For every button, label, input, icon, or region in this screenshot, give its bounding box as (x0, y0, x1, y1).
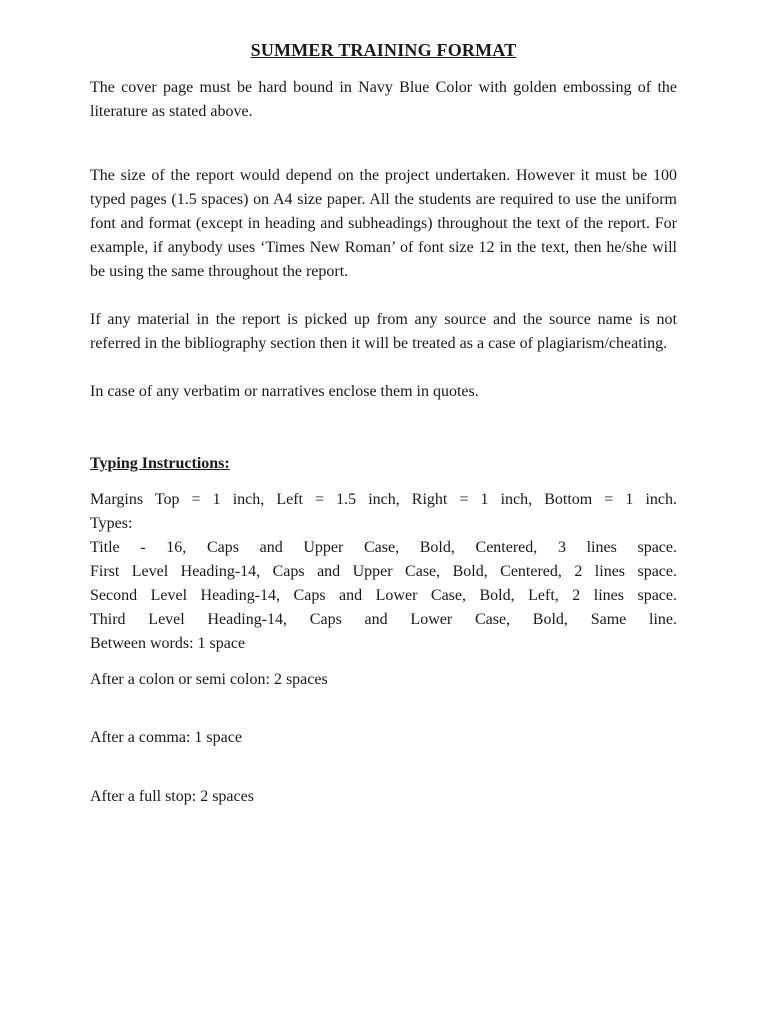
margins-line: Margins Top = 1 inch, Left = 1.5 inch, Right = 1 inch, Bottom = 1 inch. (90, 491, 677, 508)
document-page (90, 38, 677, 809)
cover-page-paragraph: The cover page must be hard bound in Navy Blue Color with golden embossing of the literature as stated above. (90, 79, 677, 120)
list-spacer (90, 750, 677, 785)
paragraph-spacer (90, 124, 677, 164)
document-title: SUMMER TRAINING FORMAT (250, 40, 517, 60)
quotes-paragraph: In case of any verbatim or narratives enclose them in quotes. (90, 383, 479, 400)
first-level-heading-line: First Level Heading-14, Caps and Upper Case, Bold, Centered, 2 lines space. (90, 563, 677, 580)
third-level-heading-line: Third Level Heading-14, Caps and Lower Case, Bold, Same line. (90, 611, 677, 628)
types-line: Types: (90, 515, 133, 532)
paragraph-spacer (90, 356, 677, 380)
section-spacer (90, 404, 677, 452)
comma-spacing-line: After a comma: 1 space (90, 729, 242, 746)
paragraph-spacer (90, 284, 677, 308)
list-spacer (90, 692, 677, 726)
list-spacer (90, 656, 677, 668)
second-level-heading-line: Second Level Heading-14, Caps and Lower Case, Bold, Left, 2 lines space. (90, 587, 677, 604)
title-type-line: Title - 16, Caps and Upper Case, Bold, Centered, 3 lines space. (90, 539, 677, 556)
typing-instructions-heading: Typing Instructions: (90, 455, 230, 472)
colon-spacing-line: After a colon or semi colon: 2 spaces (90, 671, 328, 688)
plagiarism-paragraph: If any material in the report is picked up from any source and the source name is not referred in the bibliography section then it will be treated as a case of plagiarism/cheating. (90, 311, 677, 352)
report-size-paragraph: The size of the report would depend on the project undertaken. However it must be 100 typed pages (1.5 spaces) on A4 size paper. All the students are required to use the uniform font and format (except in heading and subheadings) throughout the text of the report. For example, if anybody uses ‘Times New Roman’ of font size 12 in the text, then he/she will be using the same throughout the report. (90, 167, 677, 280)
full-stop-spacing-line: After a full stop: 2 spaces (90, 788, 254, 805)
between-words-line: Between words: 1 space (90, 635, 246, 652)
